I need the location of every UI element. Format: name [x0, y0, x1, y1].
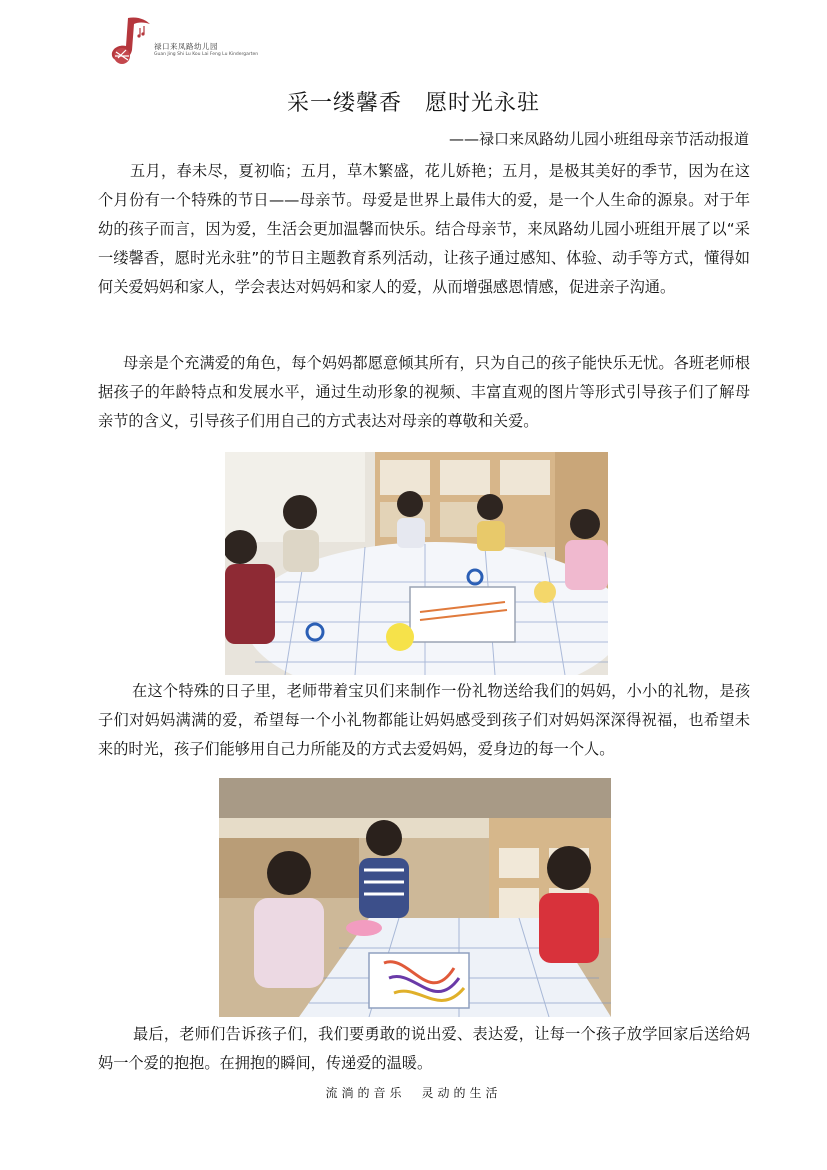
page-title: 采一缕馨香 愿时光永驻 — [286, 91, 540, 116]
music-note-logo-icon — [110, 14, 154, 68]
logo-name-cn: 禄口来凤路幼儿园 — [154, 42, 218, 51]
paragraph-closing: 最后，老师们告诉孩子们，我们要勇敢的说出爱、表达爱，让每一个孩子放学回家后送给妈妈一个爱的抱抱。在拥抱的瞬间，传递爱的温暖。 — [98, 1025, 750, 1072]
kindergarten-logo — [110, 14, 259, 68]
paragraph-intro: 五月，春未尽，夏初临；五月，草木繁盛，花儿娇艳；五月，是极其美好的季节，因为在这个月份有一个特殊的节日——母亲节。母爱是世界上最伟大的爱，是一个人生命的源泉。对于年幼的孩子而言，因为爱，生活会更加温馨而快乐。结合母亲节，来凤路幼儿园小班组开展了以“采一缕馨香，愿时光永驻”的节日主题教育系列活动，让孩子通过感知、体验、动手等方式，懂得如何关爱妈妈和家人，学会表达对妈妈和家人的爱，从而增强感恩情感，促进亲子沟通。 — [98, 162, 750, 296]
classroom-craft-photo-2 — [219, 778, 611, 1017]
page-subtitle: ——禄口来凤路幼儿园小班组母亲节活动报道 — [448, 130, 749, 148]
paragraph-mother-role: 母亲是个充满爱的角色，每个妈妈都愿意倾其所有，只为自己的孩子能快乐无忧。各班老师根据孩子的年龄特点和发展水平，通过生动形象的视频、丰富直观的图片等形式引导孩子们了解母亲节的含义，引导孩子们用自己的方式表达对母亲的尊敬和关爱。 — [98, 354, 750, 430]
page-footer: 流淌的音乐 灵动的生活 — [325, 1086, 502, 1100]
classroom-craft-photo-1 — [225, 452, 608, 675]
paragraph-gift-making: 在这个特殊的日子里，老师带着宝贝们来制作一份礼物送给我们的妈妈，小小的礼物，是孩子们对妈妈满满的爱，希望每一个小礼物都能让妈妈感受到孩子们对妈妈深深得祝福，也希望未来的时光，孩子们能够用自己力所能及的方式去爱妈妈，爱身边的每一个人。 — [98, 682, 750, 758]
logo-name-en: Guan Jing Shi Lu Kou Lai Feng Lu Kindergarten — [154, 52, 259, 57]
